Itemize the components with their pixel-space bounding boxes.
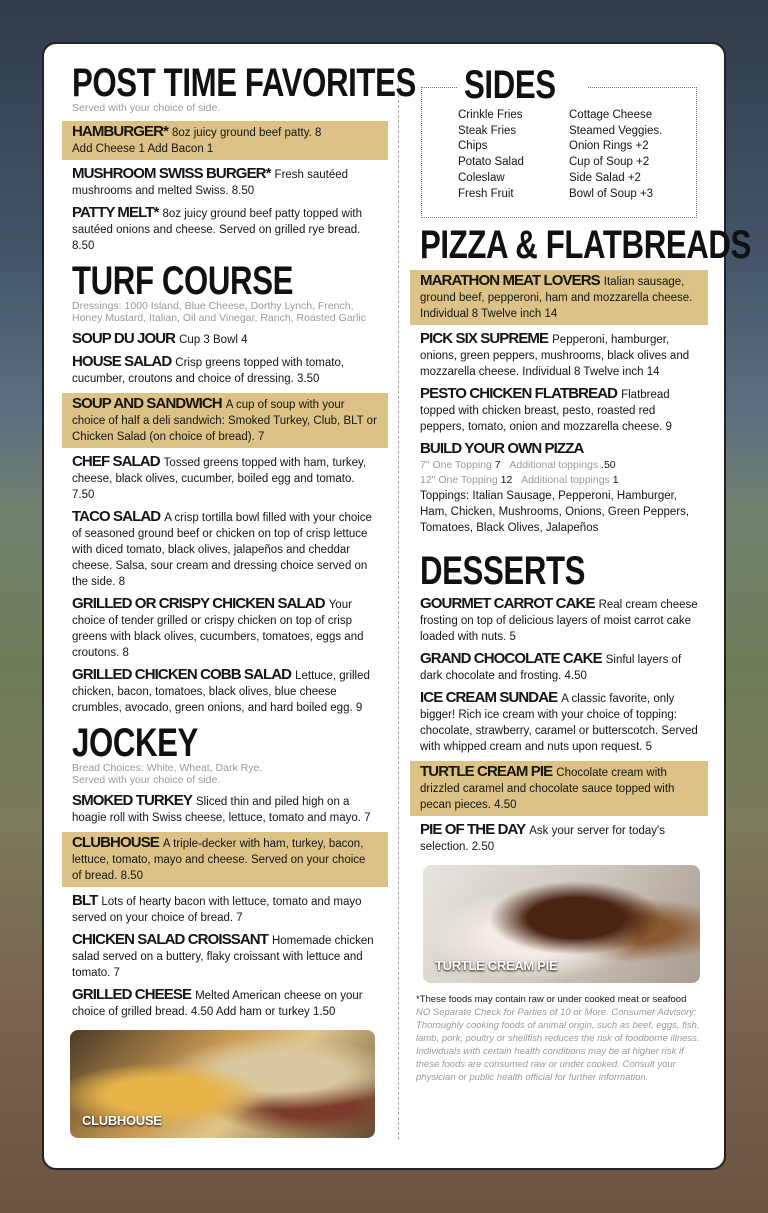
item-name: GRAND CHOCOLATE CAKE xyxy=(420,650,602,667)
item-description: Homemade chicken salad served on a buttery, flaky croissant with lettuce and tomato. 7 xyxy=(72,934,374,979)
item-description: Your choice of tender grilled or crispy chicken on top of crisp greens with black olives, cucumbers, tomatoes, eggs and croutons. 8 xyxy=(72,598,364,659)
side-item: Side Salad +2 xyxy=(569,171,641,184)
menu-section xyxy=(62,61,416,254)
section-note: Served with your choice of side. xyxy=(72,102,221,114)
section-title: PIZZA & FLATBREADS xyxy=(420,223,751,267)
additional-label: Additional toppings xyxy=(521,474,610,486)
item-name: SOUP AND SANDWICH xyxy=(72,394,222,412)
menu-section xyxy=(410,549,708,855)
menu-item xyxy=(62,793,388,826)
item-name: ICE CREAM SUNDAE xyxy=(420,689,558,706)
item-description: 8oz juicy ground beef patty topped with sautéed onions and cheese. Served on grilled rye bread. 8.50 xyxy=(72,207,362,252)
item-description: Cup 3 Bowl 4 xyxy=(179,333,248,346)
menu-item xyxy=(410,386,708,435)
side-item: Steamed Veggies. xyxy=(569,124,663,137)
item-name: SOUP DU JOUR xyxy=(72,329,176,347)
side-item: Potato Salad xyxy=(458,156,524,169)
menu-item xyxy=(410,441,708,536)
menu-item xyxy=(62,987,388,1020)
left-column xyxy=(62,61,416,1138)
clubhouse-photo xyxy=(70,1030,375,1138)
pizza-size-option xyxy=(420,458,698,473)
side-item: Coleslaw xyxy=(458,171,505,184)
side-item: Crinkle Fries xyxy=(458,109,523,121)
menu-item xyxy=(62,596,388,661)
item-extra: Add Cheese 1 Add Bacon 1 xyxy=(72,142,214,155)
section-title: DESSERTS xyxy=(420,549,586,593)
column-divider xyxy=(398,80,399,1140)
menu-item xyxy=(410,822,708,855)
menu-item xyxy=(62,166,388,199)
item-name: PESTO CHICKEN FLATBREAD xyxy=(420,385,618,402)
size-label: 7" One Topping xyxy=(420,459,492,471)
item-description: Sliced thin and piled high on a hoagie roll with Swiss cheese, lettuce, tomato and mayo. 7 xyxy=(72,795,371,824)
menu-item xyxy=(62,667,388,716)
menu-item xyxy=(62,354,388,387)
side-item: Cup of Soup +2 xyxy=(569,156,650,169)
additional-price: 1 xyxy=(612,474,619,486)
section-note: Dressings: 1000 Island, Blue Cheese, Dorthy Lynch, French, Honey Mustard, Italian, Oil and Vinegar, Ranch, Roasted Garlic xyxy=(72,299,366,324)
right-menu-sections xyxy=(410,223,751,855)
side-item: Onion Rings +2 xyxy=(569,140,649,153)
pizza-size-option xyxy=(420,473,698,488)
item-name: GOURMET CARROT CAKE xyxy=(420,595,595,612)
section-title: POST TIME FAVORITES xyxy=(72,61,416,105)
item-description: Tossed greens topped with ham, turkey, cheese, black olives, cucumber, boiled egg and tomato. 7.50 xyxy=(72,456,367,501)
item-name: HAMBURGER* xyxy=(72,122,169,140)
item-name: CHICKEN SALAD CROISSANT xyxy=(72,930,268,948)
item-name: CHEF SALAD xyxy=(72,452,160,470)
menu-section xyxy=(62,258,388,716)
item-description: Italian sausage, ground beef, pepperoni, ham and mozzarella cheese. xyxy=(420,276,693,304)
item-description: Flatbread topped with chicken breast, pesto, roasted red peppers, tomato, onion and mozzarella cheese. 9 xyxy=(420,389,672,433)
menu-item xyxy=(62,331,388,348)
menu-item xyxy=(62,393,388,448)
section-note: Served with your choice of side. xyxy=(72,774,221,786)
menu-item xyxy=(410,761,708,816)
menu-item xyxy=(62,205,388,254)
item-name: PIE OF THE DAY xyxy=(420,821,526,838)
side-item: Fresh Fruit xyxy=(458,187,514,200)
item-description: 8oz juicy ground beef patty. 8 xyxy=(172,126,322,139)
item-name: TACO SALAD xyxy=(72,507,161,525)
item-description: A cup of soup with your choice of half a deli sandwich: Smoked Turkey, Club, BLT or Chicken Salad (on choice of bread). 7 xyxy=(72,398,377,443)
section-title: TURF COURSE xyxy=(72,258,294,303)
item-description: Lettuce, grilled chicken, bacon, tomatoes, black olives, blue cheese crumbles, avocado, green onions, and hard boiled egg. 9 xyxy=(72,669,370,714)
section-note: Bread Choices: White, Wheat, Dark Rye. xyxy=(72,761,263,774)
side-item: Bowl of Soup +3 xyxy=(569,187,654,200)
size-price: 12 xyxy=(500,474,513,486)
menu-item xyxy=(62,832,388,887)
footer-notes xyxy=(416,993,706,1084)
sides-list-1 xyxy=(458,108,524,202)
item-name: PATTY MELT* xyxy=(72,203,159,221)
consumer-advisory: NO Separate Check for Parties of 10 or More. Consumer Advisory: Thoroughly cooking foods of animal origin, such as beef, eggs, fish, lamb, pork, poultry or shellfish reduces the risk of foodborne illness. Individuals with certain health conditions may be at higher risk if these foods are consumed raw or under cooked. Consult your physician or public health official for further information. xyxy=(416,1007,700,1083)
item-description: Chocolate cream with drizzled caramel and chocolate sauce topped with pecan pieces. 4.50 xyxy=(420,767,675,811)
menu-item xyxy=(62,121,388,160)
left-menu-sections xyxy=(62,61,416,1020)
item-name: MUSHROOM SWISS BURGER* xyxy=(72,164,271,182)
size-label: 12" One Topping xyxy=(420,474,498,486)
item-description: Lots of hearty bacon with lettuce, tomato and mayo served on your choice of bread. 7 xyxy=(72,895,362,924)
item-description: Crisp greens topped with tomato, cucumber, croutons and choice of dressing. 3.50 xyxy=(72,356,345,385)
menu-item xyxy=(410,596,708,645)
item-extra: Individual 8 Twelve inch 14 xyxy=(420,308,558,320)
menu-item xyxy=(62,932,388,981)
menu-item xyxy=(410,270,708,325)
item-description: A crisp tortilla bowl filled with your choice of seasoned ground beef or chicken on top of crisp lettuce with diced tomato, black olives, jalapeños and cheddar cheese. Salsa, sour cream and dressing choice served on the side. 8 xyxy=(72,511,372,588)
item-name: MARATHON MEAT LOVERS xyxy=(420,272,600,289)
side-item: Steak Fries xyxy=(458,124,517,137)
item-name: GRILLED OR CRISPY CHICKEN SALAD xyxy=(72,594,325,612)
photo-caption: CLUBHOUSE xyxy=(82,1112,162,1128)
menu-section xyxy=(410,223,751,536)
sides-title-wrap xyxy=(458,63,588,107)
menu-item xyxy=(62,893,388,926)
item-name: GRILLED CHEESE xyxy=(72,985,192,1003)
menu-item xyxy=(410,331,708,380)
item-description: Sinful layers of dark chocolate and frosting. 4.50 xyxy=(420,654,682,682)
turtle-cream-pie-photo xyxy=(423,865,700,983)
menu-item xyxy=(410,690,708,755)
item-name: BUILD YOUR OWN PIZZA xyxy=(420,440,584,457)
menu-section xyxy=(62,720,388,1020)
item-name: GRILLED CHICKEN COBB SALAD xyxy=(72,665,292,683)
item-description: A classic favorite, only bigger! Rich ice cream with your choice of topping: chocolate, strawberry, caramel or butterscotch. Served with whipped cream and nuts upon request. 5 xyxy=(420,693,698,753)
menu-item xyxy=(62,509,388,590)
sides-list-2 xyxy=(569,108,662,202)
side-item: Cottage Cheese xyxy=(569,109,653,121)
right-column xyxy=(410,223,751,1084)
item-description: Melted American cheese on your choice of grilled bread. 4.50 Add ham or turkey 1.50 xyxy=(72,989,363,1018)
item-description: Pepperoni, hamburger, onions, green peppers, mushrooms, black olives and mozzarella cheese. Individual 8 Twelve inch 14 xyxy=(420,334,690,378)
additional-label: Additional toppings xyxy=(509,459,599,471)
item-name: CLUBHOUSE xyxy=(72,833,159,851)
item-description: A triple-decker with ham, turkey, bacon, lettuce, tomato, mayo and cheese. Served on your choice of bread. 8.50 xyxy=(72,837,366,882)
raw-food-warning: *These foods may contain raw or under cooked meat or seafood xyxy=(416,994,687,1005)
item-name: TURTLE CREAM PIE xyxy=(420,763,553,780)
side-item: Chips xyxy=(458,140,488,153)
item-description: Real cream cheese frosting on top of delicious layers of moist carrot cake loaded with nuts. 5 xyxy=(420,599,698,643)
menu-item xyxy=(62,454,388,503)
item-description: Fresh sautéed mushrooms and melted Swiss. 8.50 xyxy=(72,168,349,197)
section-title: JOCKEY xyxy=(72,720,198,765)
additional-price: .50 xyxy=(601,459,616,471)
size-price: 7 xyxy=(494,459,501,471)
item-name: PICK SIX SUPREME xyxy=(420,330,549,347)
section-title: SIDES xyxy=(464,63,556,107)
menu-item xyxy=(410,651,708,684)
item-extra: Toppings: Italian Sausage, Pepperoni, Hamburger, Ham, Chicken, Mushrooms, Onions, Green Peppers, Tomatoes, Black Olives, Jalapeños xyxy=(420,490,690,534)
item-description: Ask your server for today's selection. 2.50 xyxy=(420,825,665,853)
photo-caption: TURTLE CREAM PIE xyxy=(435,958,558,973)
item-name: BLT xyxy=(72,891,98,909)
item-name: HOUSE SALAD xyxy=(72,352,172,370)
item-name: SMOKED TURKEY xyxy=(72,791,192,809)
